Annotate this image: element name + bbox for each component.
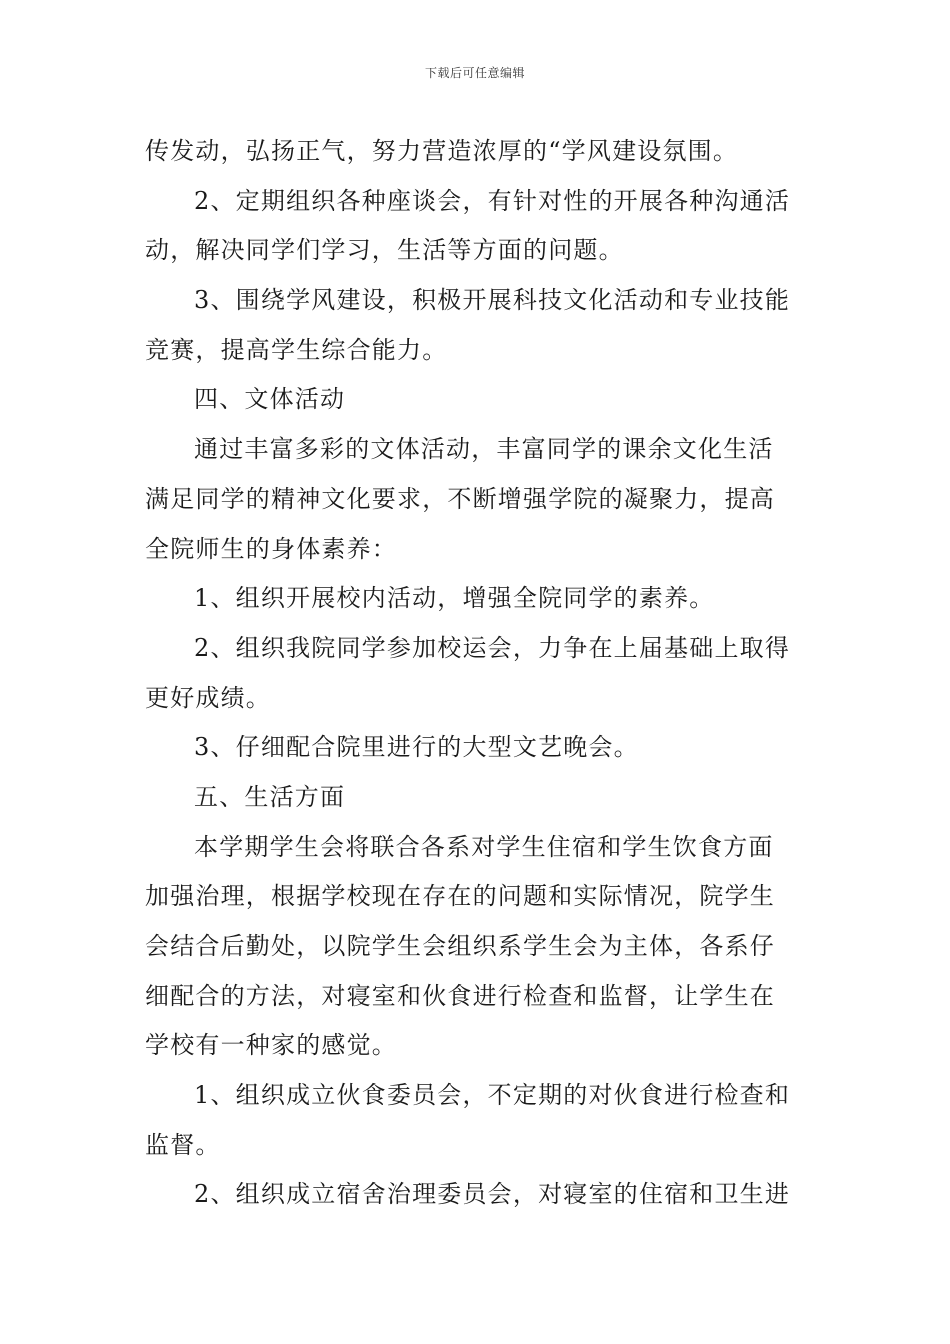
- text-line: 满足同学的精神文化要求，不断增强学院的凝聚力，提高: [145, 484, 775, 513]
- text-line: 加强治理，根据学校现在存在的问题和实际情况，院学生: [145, 882, 775, 911]
- text-line: 2、组织成立宿舍治理委员会，对寝室的住宿和卫生进: [194, 1180, 791, 1209]
- text-line: 2、定期组织各种座谈会，有针对性的开展各种沟通活: [194, 186, 791, 215]
- text-line: 会结合后勤处，以院学生会组织系学生会为主体，各系仔: [145, 932, 775, 960]
- text-line: 本学期学生会将联合各系对学生住宿和学生饮食方面: [194, 832, 774, 861]
- text-line: 1、组织开展校内活动，增强全院同学的素养。: [194, 584, 715, 613]
- text-line: 细配合的方法，对寝室和伙食进行检查和监督，让学生在: [145, 981, 775, 1010]
- text-line: 动，解决同学们学习，生活等方面的问题。: [145, 236, 624, 265]
- page-header: 下载后可任意编辑: [424, 66, 525, 80]
- text-line: 传发动，弘扬正气，努力营造浓厚的“学风建设氛围。: [145, 137, 739, 165]
- text-line: 3、围绕学风建设，积极开展科技文化活动和专业技能: [194, 286, 791, 315]
- text-line: 更好成绩。: [145, 683, 271, 712]
- text-line: 五、生活方面: [194, 782, 346, 811]
- document-body: [145, 127, 810, 1220]
- text-line: 四、文体活动: [194, 385, 346, 414]
- text-line: 竞赛，提高学生综合能力。: [145, 335, 448, 364]
- text-line: 监督。: [145, 1130, 221, 1159]
- text-line: 1、组织成立伙食委员会，不定期的对伙食进行检查和: [194, 1081, 791, 1110]
- text-line: 2、组织我院同学参加校运会，力争在上届基础上取得: [194, 633, 791, 662]
- text-line: 3、仔细配合院里进行的大型文艺晚会。: [194, 733, 639, 762]
- text-line: 学校有一种家的感觉。: [145, 1031, 397, 1060]
- text-line: 通过丰富多彩的文体活动，丰富同学的课余文化生活: [194, 435, 774, 464]
- text-line: 全院师生的身体素养：: [145, 534, 397, 563]
